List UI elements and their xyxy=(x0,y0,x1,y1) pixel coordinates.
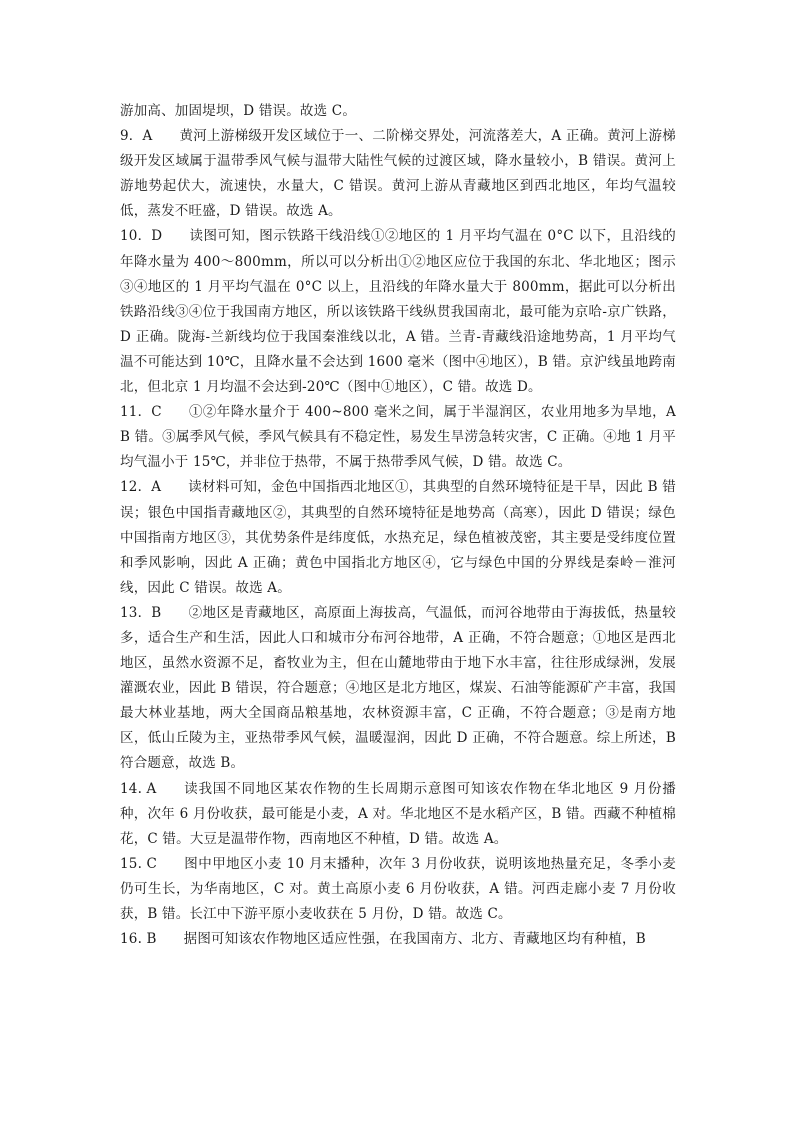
paragraph-continuation xyxy=(120,99,676,124)
paragraph-text: 读我国不同地区某农作物的生长周期示意图可知该农作物在华北地区 9 月份播种，次年 6 月份收获，最可能是小麦，A 对。华北地区不是水稻产区，B 错。西藏不种植棉花，C 错。大豆是温带作物，西南地区不种植，D 错。故选 A。 xyxy=(120,780,676,847)
answer-paragraph-9 xyxy=(120,124,676,224)
paragraph-text: ②地区是青藏地区，高原面上海拔高，气温低，而河谷地带由于海拔低，热量较多，适合生产和生活，因此人口和城市分布河谷地带，A 正确，不符合题意；①地区是西北地区，虽然水资源不足，畜牧业为主，但在山麓地带由于地下水丰富，往往形成绿洲，发展灌溉农业，因此 B 错误，符合题意；④地区是北方地区，煤炭、石油等能源矿产丰富，我国最大林业基地，两大全国商品粮基地，农林资源丰富，C 正确，不符合题意；③是南方地区，低山丘陵为主，亚热带季风气候，温暖湿润，因此 D 正确，不符合题意。综上所述，B 符合题意，故选 B。 xyxy=(120,604,676,772)
paragraph-text: 据图可知该农作物地区适应性强，在我国南方、北方、青藏地区均有种植，B xyxy=(183,931,646,948)
answer-number: 10．D xyxy=(120,228,163,245)
answer-paragraph-11 xyxy=(120,400,676,475)
paragraph-text: 读图可知，图示铁路干线沿线①②地区的 1 月平均气温在 0°C 以下，且沿线的年降水量为 400～800mm，所以可以分析出①②地区应位于我国的东北、华北地区；图示③④地区的 1 月平均气温在 0°C 以上，且沿线的年降水量大于 800mm，据此可以分析出铁路沿线③④位于我国南方地区，所以该铁路干线纵贯我国南北，最可能为京哈-京广铁路，D 正确。陇海-兰新线均位于我国秦淮线以北，A 错。兰青-青藏线沿途地势高，1 月平均气温不可能达到 10℃，且降水量不会达到 1600 毫米（图中④地区），B 错。京沪线虽地跨南北，但北京 1 月均温不会达到-20℃（图中①地区），C 错。故选 D。 xyxy=(120,228,676,396)
paragraph-text: ①②年降水量介于 400~800 毫米之间，属于半湿润区，农业用地多为旱地，AB 错。③属季风气候，季风气候具有不稳定性，易发生旱涝急转灾害，C 正确。④地 1 月平均气温小于 15℃，并非位于热带，不属于热带季风气候，D 错。故选 C。 xyxy=(120,404,676,471)
paragraph-text: 游加高、加固堤坝，D 错误。故选 C。 xyxy=(120,103,357,119)
answer-number: 14. A xyxy=(120,780,157,797)
answer-paragraph-13 xyxy=(120,601,676,777)
answer-paragraph-10 xyxy=(120,224,676,400)
answer-number: 16. B xyxy=(120,931,157,948)
document-page xyxy=(120,99,676,952)
answer-paragraph-12 xyxy=(120,475,676,600)
paragraph-text: 图中甲地区小麦 10 月末播种，次年 3 月份收获，说明该地热量充足，冬季小麦仍可生长，为华南地区，C 对。黄土高原小麦 6 月份收获，A 错。河西走廊小麦 7 月份收获，B 错。长江中下游平原小麦收获在 5 月份，D 错。故选 C。 xyxy=(120,855,676,922)
answer-number: 12．A xyxy=(120,479,162,496)
paragraph-text: 读材料可知，金色中国指西北地区①，其典型的自然环境特征是干旱，因此 B 错误；银色中国指青藏地区②，其典型的自然环境特征是地势高（高寒），因此 D 错误；绿色中国指南方地区③，其优势条件是纬度低，水热充足，绿色植被茂密，其主要是受纬度位置和季风影响，因此 A 正确；黄色中国指北方地区④，它与绿色中国的分界线是秦岭－淮河线，因此 C 错误。故选 A。 xyxy=(120,479,676,596)
answer-number: 11．C xyxy=(120,404,162,421)
answer-paragraph-14 xyxy=(120,777,676,852)
paragraph-text: 黄河上游梯级开发区域位于一、二阶梯交界处，河流落差大，A 正确。黄河上游梯级开发区域属于温带季风气候与温带大陆性气候的过渡区域，降水量较小，B 错误。黄河上游地势起伏大，流速快，水量大，C 错误。黄河上游从青藏地区到西北地区，年均气温较低，蒸发不旺盛，D 错误。故选 A。 xyxy=(120,128,676,220)
answer-number: 15. C xyxy=(120,855,158,872)
answer-paragraph-15 xyxy=(120,852,676,927)
answer-number: 9．A xyxy=(120,128,153,145)
answer-paragraph-16 xyxy=(120,927,676,952)
answer-number: 13．B xyxy=(120,604,162,621)
